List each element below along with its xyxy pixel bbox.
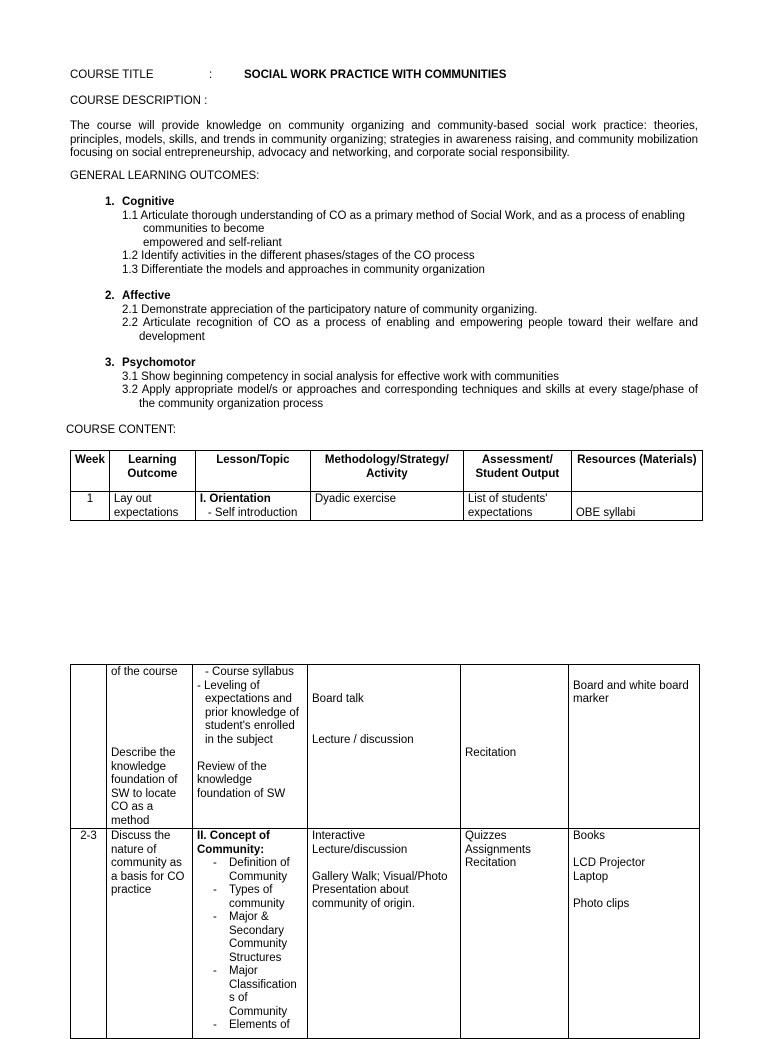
resources-item: LCD Projector xyxy=(573,857,646,869)
topic-number: II xyxy=(197,830,204,842)
topic-cell xyxy=(193,665,308,829)
outcome-item: 3.2 Apply appropriate model/s or approaches and corresponding techniques and skills at every stage/phase of the community organization process xyxy=(122,384,698,410)
course-title-colon: : xyxy=(209,69,213,81)
method-cell: Dyadic exercise xyxy=(310,492,463,521)
outcome-cell: Discuss the nature of community as a basis for CO practice xyxy=(107,829,193,1039)
resources-cell xyxy=(569,829,700,1039)
outcome-item: 3.1 Show beginning competency in social analysis for effective work with communities xyxy=(122,370,559,383)
list-item: - Definition of Community xyxy=(197,857,303,884)
course-title: SOCIAL WORK PRACTICE WITH COMMUNITIES xyxy=(244,69,507,81)
header-lesson-topic: Lesson/Topic xyxy=(195,451,310,492)
outcome-item: 1.1 Articulate thorough understanding of CO as a primary method of Social Work, and as a process of enabling communities to become xyxy=(122,209,685,235)
outcome-title: Psychomotor xyxy=(122,357,196,369)
general-outcomes-label: GENERAL LEARNING OUTCOMES: xyxy=(70,170,260,182)
assessment-cell xyxy=(461,829,569,1039)
topic-cell xyxy=(195,492,310,521)
week-cell: 2-3 xyxy=(71,829,107,1039)
header-week: Week xyxy=(71,451,110,492)
method-text: Lecture / discussion xyxy=(312,733,414,746)
outcome-affective xyxy=(105,290,698,344)
outcome-text: of the course xyxy=(111,666,178,678)
resources-text: Board and white board marker xyxy=(573,679,689,705)
method-text: Gallery Walk; Visual/Photo Presentation about community of origin. xyxy=(312,870,448,910)
outcome-text: Describe the knowledge foundation of SW to locate CO as a method xyxy=(111,747,178,827)
resources-cell xyxy=(569,665,700,829)
resources-item: Photo clips xyxy=(573,897,630,910)
header-assessment: Assessment/ Student Output xyxy=(463,451,571,492)
method-text: Interactive Lecture/discussion xyxy=(312,830,408,856)
outcome-item: 2.1 Demonstrate appreciation of the participatory nature of community organizing. xyxy=(122,303,538,316)
outcome-number: 2. xyxy=(105,290,115,302)
resources-item: Books xyxy=(573,830,605,842)
outcome-cognitive xyxy=(105,196,698,277)
course-description-label: COURSE DESCRIPTION : xyxy=(70,95,208,107)
outcome-title: Affective xyxy=(122,290,171,302)
outcome-cell: Lay out expectations xyxy=(109,492,195,521)
assessment-cell xyxy=(461,665,569,829)
list-item: - Types of community xyxy=(197,884,303,911)
course-content-table-continued xyxy=(70,664,700,1039)
outcome-cell xyxy=(107,665,193,829)
list-item: - Major Classification s of Community xyxy=(197,965,303,1019)
list-item: - Elements of xyxy=(197,1019,303,1033)
assessment-item: Recitation xyxy=(465,857,517,869)
topic-item: - Self introduction xyxy=(207,506,298,519)
topic-title: . Concept of Community: xyxy=(197,830,270,856)
topic-list xyxy=(197,857,303,1033)
week-cell: 1 xyxy=(71,492,110,521)
header-learning-outcome: Learning Outcome xyxy=(109,451,195,492)
assessment-cell: List of students' expectations xyxy=(463,492,571,521)
topic-cell xyxy=(193,829,308,1039)
topic-title: I. Orientation xyxy=(199,493,271,505)
outcome-title: Cognitive xyxy=(122,196,175,208)
outcome-item: 1.3 Differentiate the models and approaches in community organization xyxy=(122,263,485,276)
outcome-item: 2.2 Articulate recognition of CO as a process of enabling and empowering people toward their welfare and development xyxy=(122,317,698,343)
week-cell xyxy=(71,665,107,829)
list-item: - Major & Secondary Community Structures xyxy=(197,911,303,965)
topic-item: - Course syllabus xyxy=(205,666,294,678)
resources-item: Laptop xyxy=(573,870,609,883)
outcome-psychomotor xyxy=(105,357,698,411)
course-content-table xyxy=(70,450,703,521)
course-description: The course will provide knowledge on community organizing and community-based social work practice: theories, principles, models, skills, and trends in community organizing; strategies in awareness raising, and community mobilization focusing on social entrepreneurship, advocacy and networking, and corporate social responsibility. xyxy=(70,120,698,159)
course-content-label: COURSE CONTENT: xyxy=(66,424,176,436)
method-text: Board talk xyxy=(312,693,364,705)
topic-item: Review of the knowledge foundation of SW xyxy=(197,760,286,800)
course-title-label: COURSE TITLE xyxy=(70,69,154,81)
assessment-item: Quizzes xyxy=(465,830,507,842)
topic-item: - Leveling of expectations and prior knowledge of student's enrolled in the subject xyxy=(197,679,299,746)
method-cell xyxy=(308,665,461,829)
assessment-text: Recitation xyxy=(465,747,517,759)
table-header-row xyxy=(71,451,703,492)
header-resources: Resources (Materials) xyxy=(571,451,702,492)
outcome-item: empowered and self-reliant xyxy=(143,236,282,249)
table-row xyxy=(71,829,700,1039)
outcome-number: 1. xyxy=(105,196,115,208)
outcome-number: 3. xyxy=(105,357,115,369)
table-row xyxy=(71,665,700,829)
resources-cell: OBE syllabi xyxy=(571,492,702,521)
table-row xyxy=(71,492,703,521)
method-cell xyxy=(308,829,461,1039)
outcome-item: 1.2 Identify activities in the different phases/stages of the CO process xyxy=(122,250,475,262)
header-methodology: Methodology/Strategy/ Activity xyxy=(310,451,463,492)
assessment-item: Assignments xyxy=(465,843,531,856)
